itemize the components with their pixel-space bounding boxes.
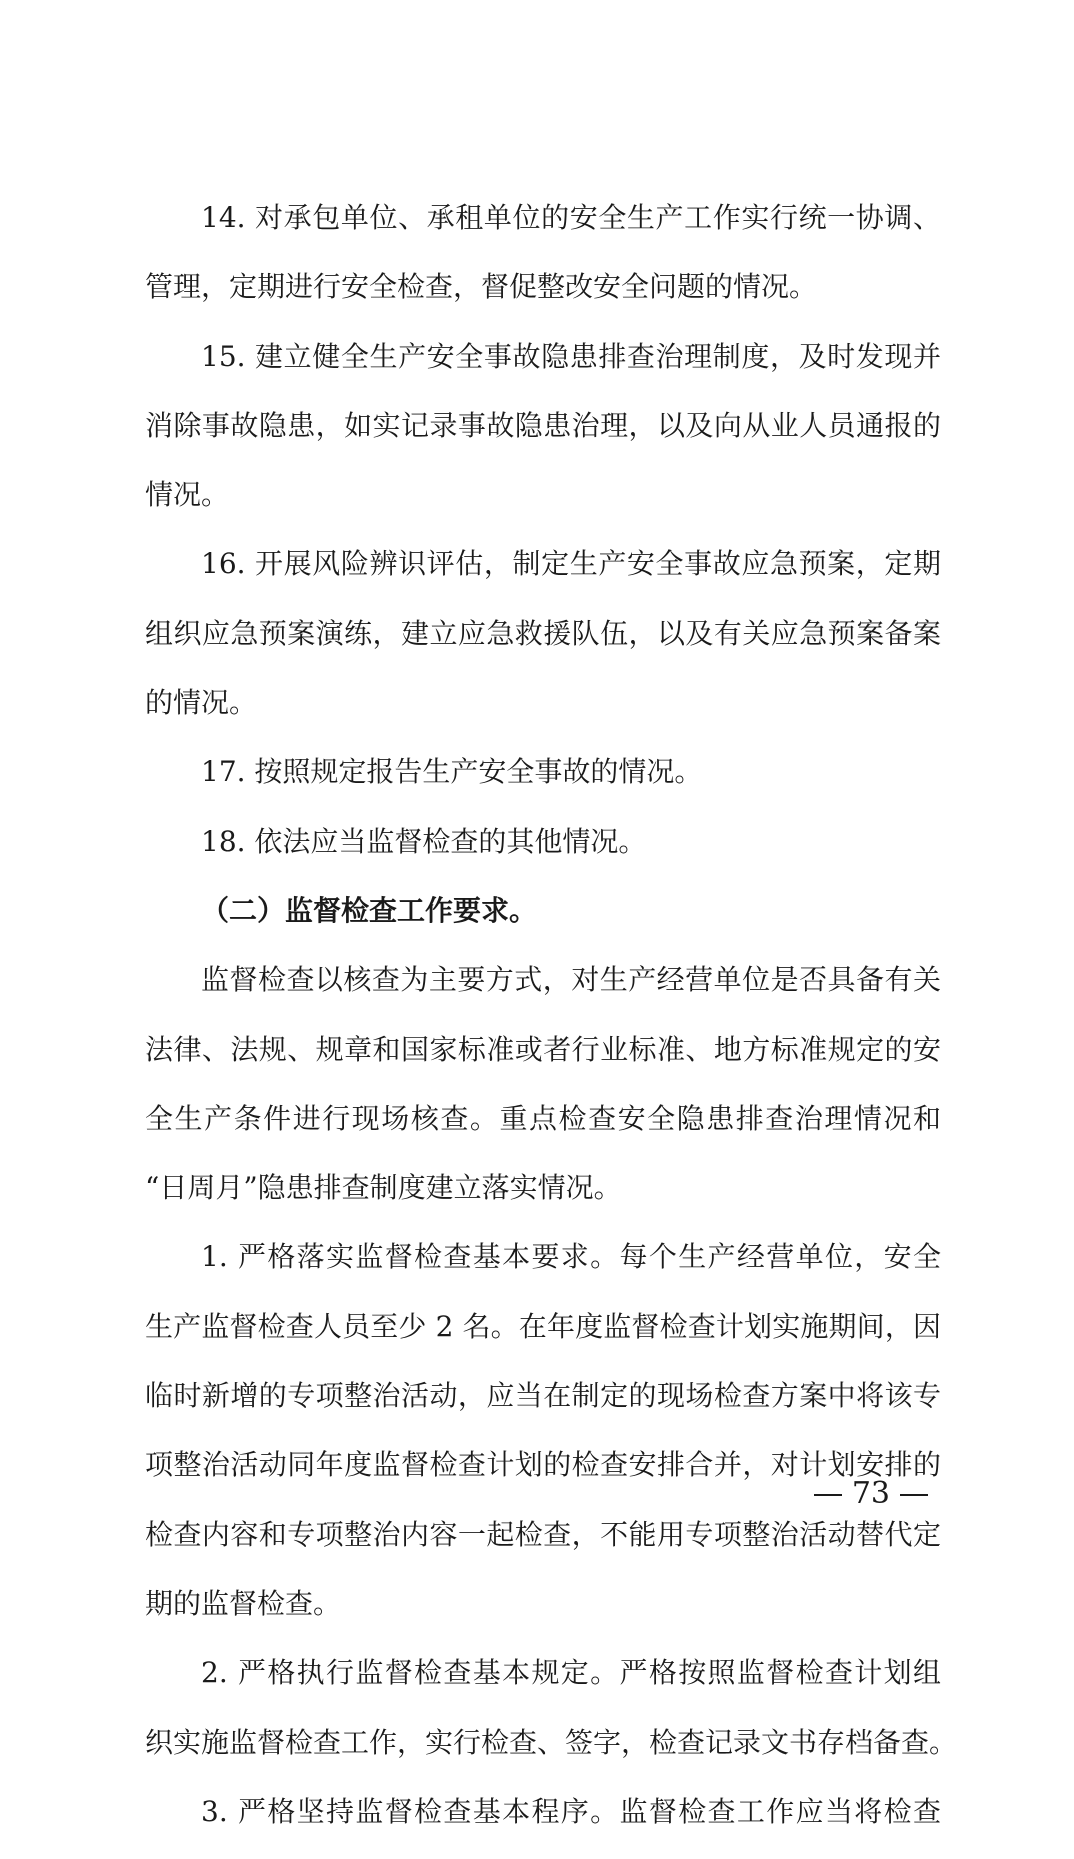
page-number: 73 [851, 1476, 890, 1511]
page-footer [804, 1474, 938, 1514]
document-body [145, 196, 958, 1859]
section-heading [145, 889, 941, 958]
text-line: 的情况。 [145, 686, 258, 720]
text-line: 检查内容和专项整治内容一起检查，不能用专项整治活动替代定 [145, 1517, 941, 1551]
text-line: 17. 按照规定报告生产安全事故的情况。 [201, 755, 703, 789]
text-line: 3. 严格坚持监督检查基本程序。监督检查工作应当将检查 [201, 1794, 941, 1828]
text-line: 管理，定期进行安全检查，督促整改安全问题的情况。 [145, 270, 818, 304]
text-line: 2. 严格执行监督检查基本规定。严格按照监督检查计划组 [201, 1656, 941, 1690]
text-line: 14. 对承包单位、承租单位的安全生产工作实行统一协调、 [201, 201, 941, 234]
text-line: 组织应急预案演练，建立应急救援队伍，以及有关应急预案备案 [145, 616, 941, 650]
text-line: 生产监督检查人员至少 2 名。在年度监督检查计划实施期间，因 [145, 1309, 941, 1343]
dash-left [814, 1494, 842, 1496]
text-line: 情况。 [145, 478, 230, 512]
text-line: 16. 开展风险辨识评估，制定生产安全事故应急预案，定期 [201, 547, 941, 581]
text-line: 全生产条件进行现场核查。重点检查安全隐患排查治理情况和 [145, 1101, 941, 1135]
text-line: 消除事故隐患，如实记录事故隐患治理，以及向从业人员通报的 [145, 408, 941, 442]
text-line: 法律、法规、规章和国家标准或者行业标准、地方标准规定的安 [145, 1032, 941, 1066]
text-line: 15. 建立健全生产安全事故隐患排查治理制度，及时发现并 [201, 339, 941, 373]
text-line: 1. 严格落实监督检查基本要求。每个生产经营单位，安全 [201, 1240, 941, 1274]
text-line: 织实施监督检查工作，实行检查、签字，检查记录文书存档备查。 [145, 1725, 958, 1759]
text-line: 项整治活动同年度监督检查计划的检查安排合并，对计划安排的 [145, 1448, 941, 1482]
text-line: 临时新增的专项整治活动，应当在制定的现场检查方案中将该专 [145, 1379, 941, 1413]
text-line: 18. 依法应当监督检查的其他情况。 [201, 824, 647, 858]
text-line: “日周月”隐患排查制度建立落实情况。 [145, 1171, 622, 1205]
text-line: 监督检查以核查为主要方式，对生产经营单位是否具备有关 [201, 963, 941, 997]
text-line: 期的监督检查。 [145, 1586, 342, 1620]
section-heading-text: （二）监督检查工作要求。 [201, 893, 538, 927]
dash-right [900, 1494, 928, 1496]
